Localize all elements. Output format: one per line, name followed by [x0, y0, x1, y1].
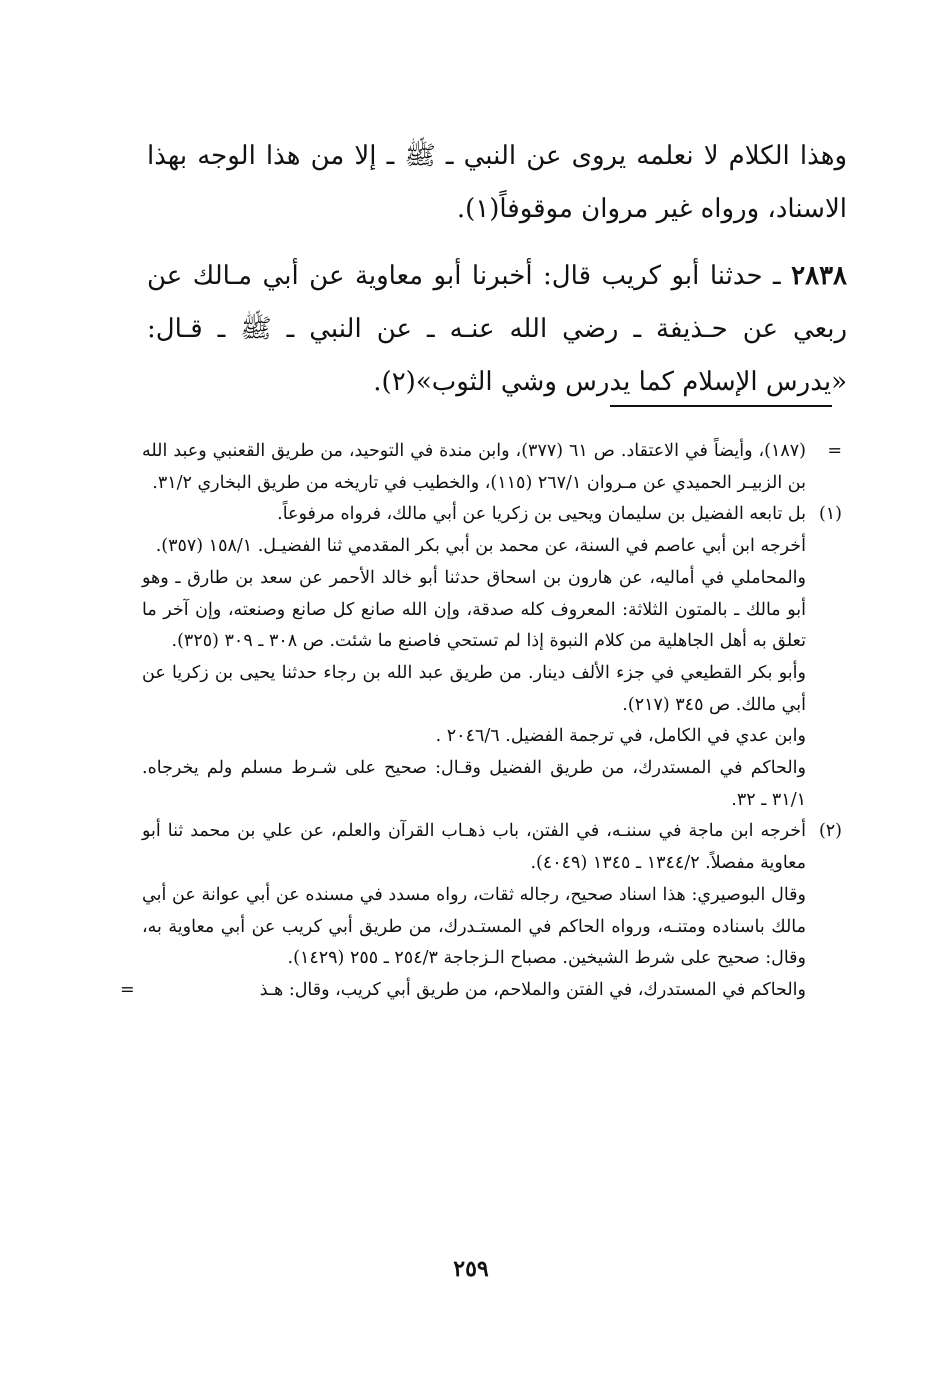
footnote-1-line: والحاكم في المستدرك، من طريق الفضيل وقـال: صحيح على شـرط مسلم ولم يخرجاه. ٣١/١ ـ ٣٢.	[142, 758, 806, 810]
footnote-2-line: أخرجه ابن ماجة في سننـه، في الفتن، باب ذهـاب القرآن والعلم، عن علي بن محمد ثنا أبو معاوية مفصلاً. ١٣٤٤/٢ ـ ١٣٤٥ (٤٠٤٩).	[142, 821, 806, 874]
footnote-2	[120, 816, 842, 1006]
footnote-2-marker: (٢)	[818, 821, 842, 842]
footnotes	[120, 436, 842, 1007]
footnote-2-last-line	[120, 975, 806, 1007]
hadith-number: ٢٨٣٨	[791, 261, 848, 291]
page-number: ٢٥٩	[453, 1256, 489, 1282]
continues-mark: =	[120, 979, 135, 1000]
footnote-separator	[610, 405, 832, 407]
footnote-1-line: أخرجه ابن أبي عاصم في السنة، عن محمد بن أبي بكر المقدمي ثنا الفضيـل. ١٥٨/١ (٣٥٧).	[155, 536, 806, 557]
footnote-1-line: وابن عدي في الكامل، في ترجمة الفضيل. ٢٠٤٦/٦ .	[435, 726, 806, 747]
footnote-1	[142, 499, 842, 816]
hadith-entry	[147, 250, 847, 409]
footnote-continuation	[142, 436, 842, 499]
footnote-2-line: وقال البوصيري: هذا اسناد صحيح، رجاله ثقات، رواه مسدد في مسنده عن أبي عوانة عن أبي مالك باسناده ومتنـه، ورواه الحاكم في المستـدرك، من طريق أبي كريب عن أبي معاوية به، وقال: صحيح على شرط الشيخين. مصباح الـزجاجة ٢٥٤/٣ ـ ٢٥٥ (١٤٢٩).	[142, 884, 806, 969]
footnote-1-line: بل تابعه الفضيل بن سليمان ويحيى بن زكريا عن أبي مالك، فرواه مرفوعاً.	[277, 504, 806, 525]
main-text	[147, 130, 847, 423]
paragraph-1: وهذا الكلام لا نعلمه يروى عن النبي ـ ﷺ ـ إلا من هذا الوجه بهذا الاسناد، ورواه غير مروان موقوفاً(١).	[147, 141, 847, 224]
hadith-text: ـ حدثنا أبو كريب قال: أخبرنا أبو معاوية عن أبي مـالك عن ربعي عن حـذيفة ـ رضي الله عنـه ـ عن النبي ـ ﷺ ـ قـال: «يدرس الإسلام كما يدرس وشي الثوب»(٢).	[147, 261, 847, 397]
footnote-1-line: والمحاملي في أماليه، عن هارون بن اسحاق حدثنا أبو خالد الأحمر عن سعد بن طارق ـ وهو أبو مالك ـ بالمتون الثلاثة: المعروف كله صدقة، وإن الله صانع كل صانع وصنعته، وإن آخر ما تعلق به أهل الجاهلية من كلام النبوة إذا لم تستحي فاصنع ما شئت. ص ٣٠٨ ـ ٣٠٩ (٣٢٥).	[142, 567, 806, 652]
continuation-mark: =	[827, 441, 842, 461]
footnote-2-line: والحاكم في المستدرك، في الفتن والملاحم، من طريق أبي كريب، وقال: هـذ	[259, 979, 806, 1000]
continuation-text: (١٨٧)، وأيضاً في الاعتقاد. ص ٦١ (٣٧٧)، وابن مندة في التوحيد، من طريق القعنبي وعبد الله بن الزبيـر الحميدي عن مـروان ٢٦٧/١ (١١٥)، والخطيب في تاريخه من طريق البخاري ٣١/٢.	[142, 441, 806, 493]
footnote-1-line: وأبو بكر القطيعي في جزء الألف دينار. من طريق عبد الله بن رجاء حدثنا يحيى بن زكريا عن أبي مالك. ص ٣٤٥ (٢١٧).	[142, 662, 806, 715]
footnote-1-marker: (١)	[818, 504, 842, 525]
